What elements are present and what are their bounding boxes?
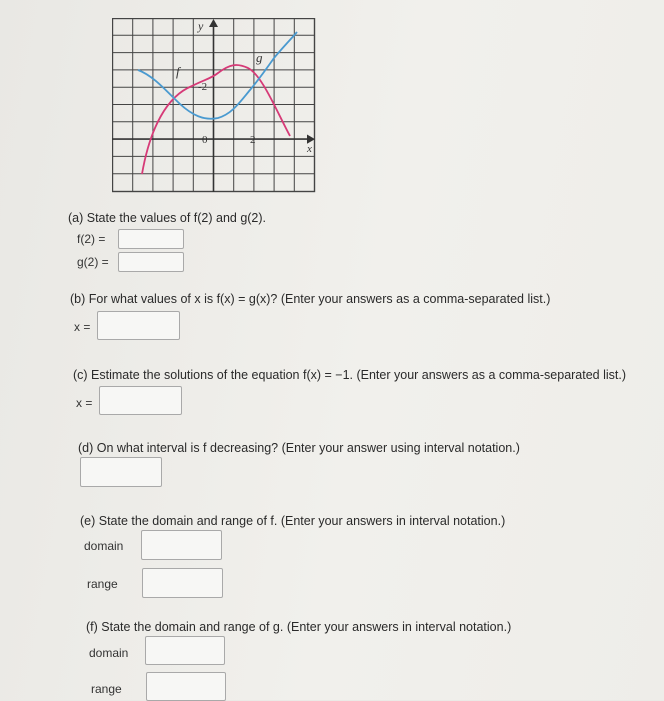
function-graph: [112, 18, 316, 194]
question-d-text: (d) On what interval is f decreasing? (Enter your answer using interval notation.): [78, 441, 520, 455]
graph-g-label: g: [256, 50, 263, 65]
graph-label-0: 0: [202, 134, 208, 146]
question-b-x-label: x =: [74, 320, 91, 334]
question-e-range-label: range: [87, 577, 118, 591]
graph-x-axis-label: x: [307, 143, 312, 155]
f2-input[interactable]: [118, 229, 184, 249]
question-f-range-label: range: [91, 682, 122, 696]
g2-input[interactable]: [118, 252, 184, 272]
f-curve: [142, 65, 290, 174]
question-e-domain-input[interactable]: [141, 530, 222, 560]
question-d-input[interactable]: [80, 457, 162, 487]
f2-label: f(2) =: [77, 232, 106, 246]
graph-label-2: 2: [250, 134, 256, 146]
question-b-text: (b) For what values of x is f(x) = g(x)? (Enter your answers as a comma-separated list.): [70, 292, 551, 306]
g2-label: g(2) =: [77, 255, 109, 269]
question-b-input[interactable]: [97, 311, 180, 340]
question-f-range-input[interactable]: [146, 672, 226, 701]
question-f-domain-label: domain: [89, 646, 129, 660]
question-f-text: (f) State the domain and range of g. (Enter your answers in interval notation.): [86, 620, 512, 634]
question-c-text: (c) Estimate the solutions of the equation f(x) = −1. (Enter your answers as a comma-separated list.): [73, 368, 627, 382]
graph-f-label: f: [176, 64, 180, 79]
g-curve: [138, 32, 297, 119]
question-e-range-input[interactable]: [142, 568, 223, 598]
question-e-text: (e) State the domain and range of f. (Enter your answers in interval notation.): [80, 514, 506, 528]
question-e-domain-label: domain: [84, 539, 124, 553]
question-c-x-label: x =: [76, 396, 93, 410]
graph-label-neg2: -2: [198, 81, 208, 93]
question-f-domain-input[interactable]: [145, 636, 225, 665]
question-c-input[interactable]: [99, 386, 182, 415]
y-axis-arrow: [209, 19, 218, 27]
question-a-text: (a) State the values of f(2) and g(2).: [68, 211, 267, 225]
axes: [112, 22, 310, 192]
graph-y-axis-label: y: [198, 19, 204, 33]
